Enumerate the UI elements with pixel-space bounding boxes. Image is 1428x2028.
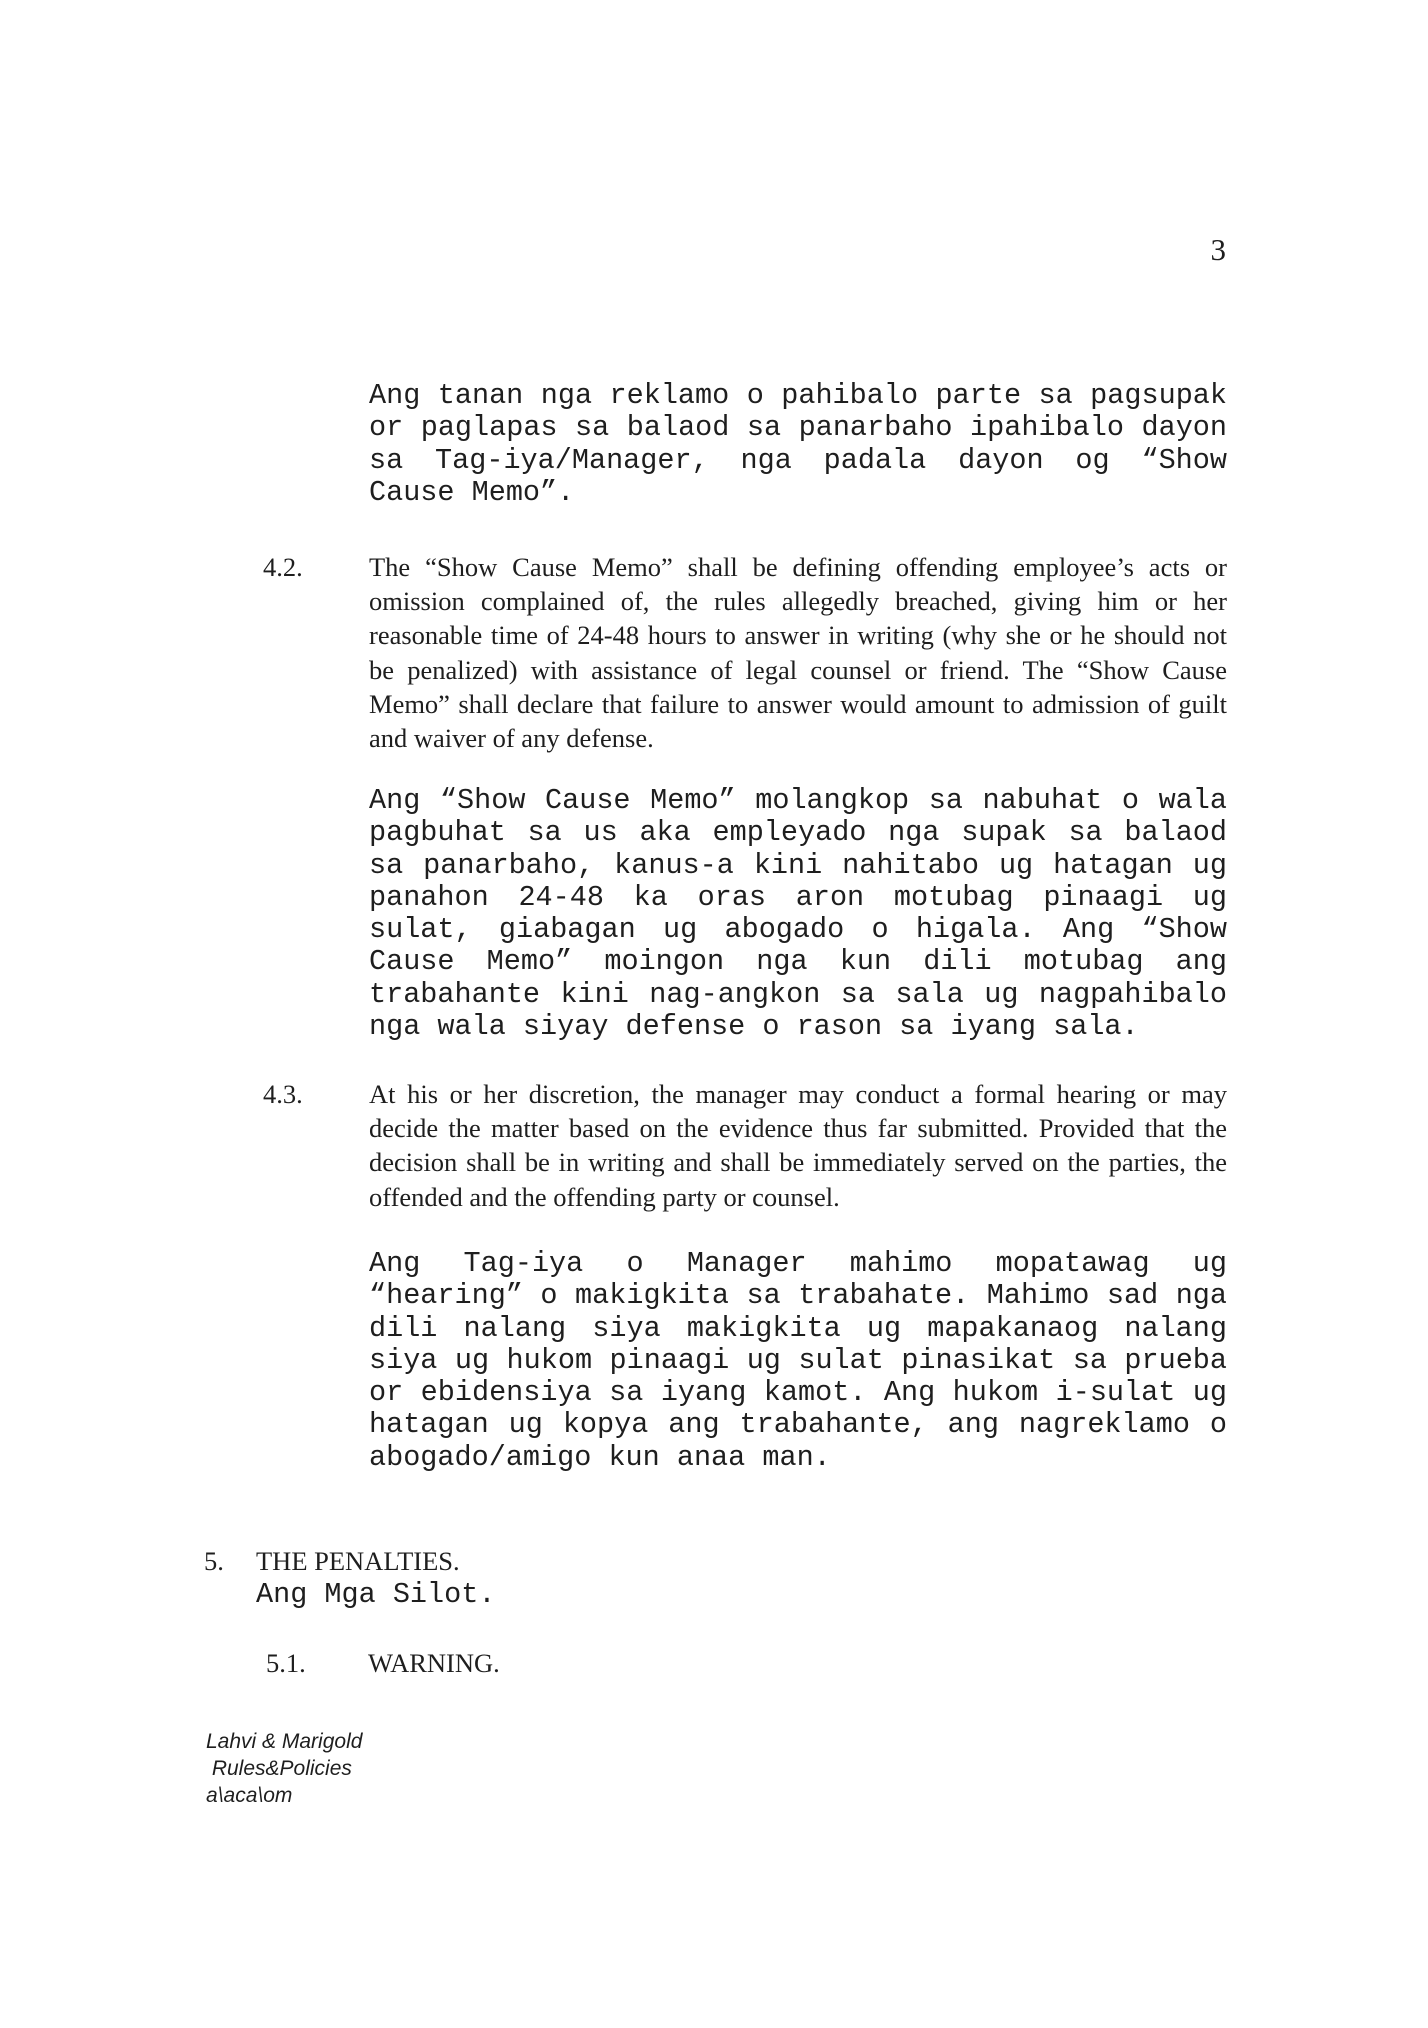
section-5-title: THE PENALTIES.	[256, 1546, 460, 1576]
section-5-subtitle: Ang Mga Silot.	[256, 1578, 496, 1611]
section-5-number: 5.	[204, 1546, 224, 1576]
section-4-2-english: The “Show Cause Memo” shall be defining offending employee’s acts or omission complained of, the rules allegedly breached, giving him or her reasonable time of 24-48 hours to answer in writing (why she or he should not be penalized) with assistance of legal counsel or friend. The “Show Cause Memo” shall declare that failure to answer would amount to admission of guilt and waiver of any defense.	[369, 552, 1227, 754]
paragraph-complaints-cebuano: Ang tanan nga reklamo o pahibalo parte sa pagsupak or paglapas sa balaod sa panarbaho ipahibalo dayon sa Tag-iya/Manager, nga padala dayon og “Show Cause Memo”.	[369, 379, 1227, 509]
footer-line-path: a\aca\om	[206, 1784, 293, 1807]
document-footer	[206, 1728, 362, 1809]
section-5-1-title: WARNING.	[368, 1648, 500, 1678]
section-4-3-number: 4.3.	[263, 1079, 303, 1109]
page-number: 3	[1210, 232, 1226, 267]
section-4-3-english: At his or her discretion, the manager may conduct a formal hearing or may decide the matter based on the evidence thus far submitted. Provided that the decision shall be in writing and shall be immediately served on the parties, the offended and the offending party or counsel.	[369, 1079, 1227, 1212]
section-4-2-number: 4.2.	[263, 552, 303, 582]
footer-line-company: Lahvi & Marigold	[206, 1730, 363, 1753]
footer-line-title: Rules&Policies	[206, 1757, 352, 1780]
section-4-3-cebuano: Ang Tag-iya o Manager mahimo mopatawag ug “hearing” o makigkita sa trabahate. Mahimo sad nga dili nalang siya makigkita ug mapakanaog nalang siya ug hukom pinaagi ug sulat pinasikat sa prueba or ebidensiya sa iyang kamot. Ang hukom i-sulat ug hatagan ug kopya ang trabahante, ang nagreklamo o abogado/amigo kun anaa man.	[369, 1247, 1227, 1474]
section-5-1-number: 5.1.	[266, 1648, 306, 1678]
section-4-2-cebuano: Ang “Show Cause Memo” molangkop sa nabuhat o wala pagbuhat sa us aka empleyado nga supak sa balaod sa panarbaho, kanus-a kini nahitabo ug hatagan ug panahon 24-48 ka oras aron motubag pinaagi ug sulat, giabagan ug abogado o higala. Ang “Show Cause Memo” moingon nga kun dili motubag ang trabahante kini nag-angkon sa sala ug nagpahibalo nga wala siyay defense o rason sa iyang sala.	[369, 784, 1227, 1044]
